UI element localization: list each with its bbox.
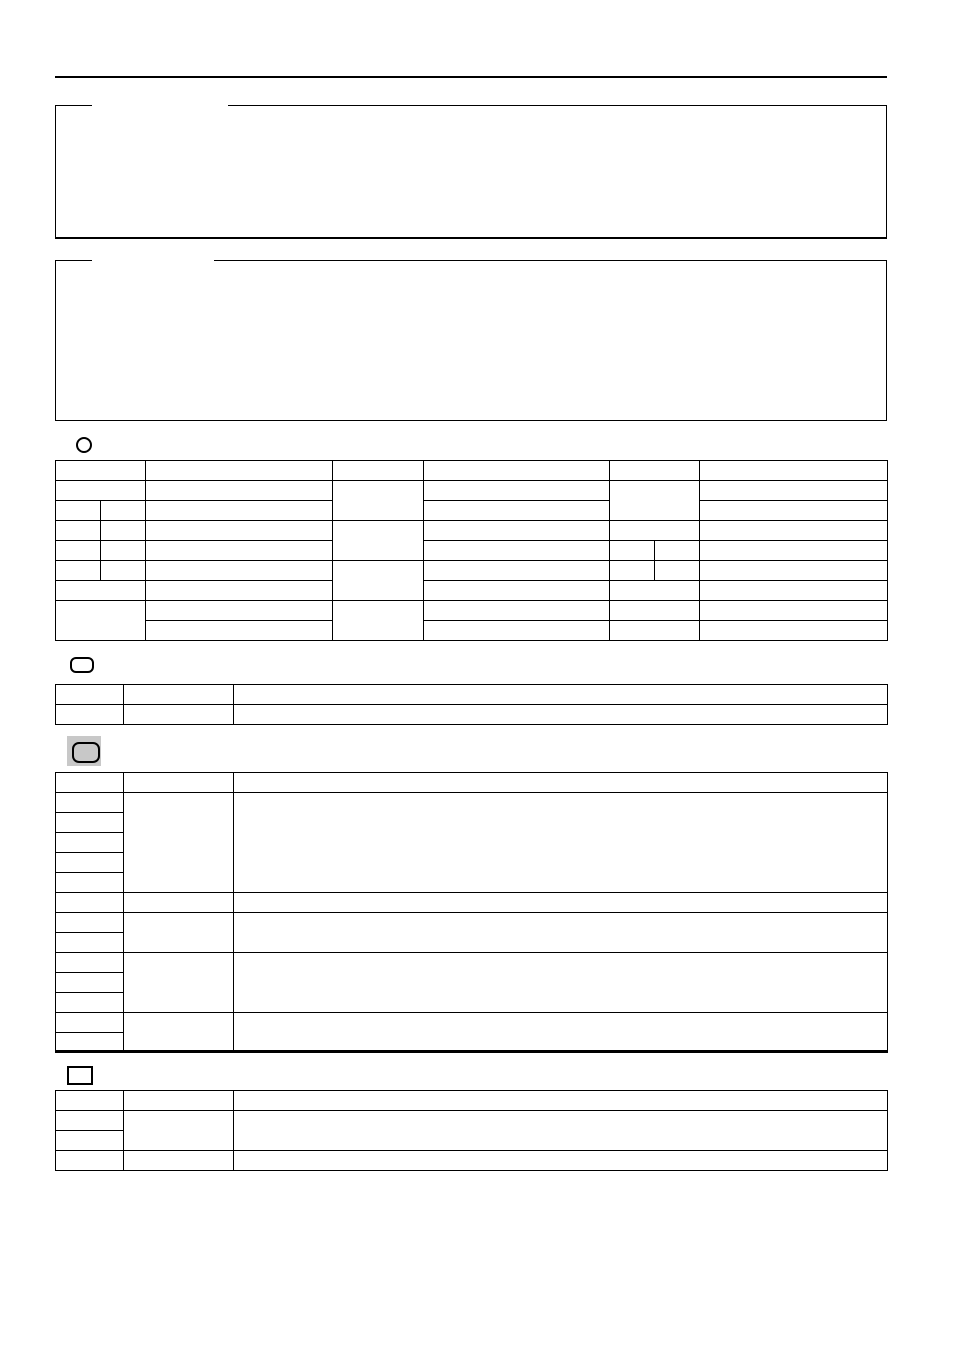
table-cell bbox=[700, 621, 888, 641]
table-cell bbox=[234, 773, 888, 793]
table-cell bbox=[56, 913, 124, 933]
table-cell bbox=[56, 461, 146, 481]
table-cell bbox=[124, 1013, 234, 1053]
table-cell bbox=[56, 953, 124, 973]
table-cell bbox=[610, 601, 700, 621]
table-row bbox=[56, 481, 888, 501]
table-4 bbox=[55, 1090, 888, 1171]
table-cell bbox=[234, 913, 888, 953]
table-cell bbox=[146, 561, 333, 581]
table-cell bbox=[146, 581, 333, 601]
table-cell bbox=[146, 521, 333, 541]
table-cell bbox=[56, 773, 124, 793]
table-cell bbox=[333, 601, 424, 641]
table-cell bbox=[101, 501, 146, 521]
table-cell bbox=[700, 481, 888, 501]
table-cell bbox=[56, 685, 124, 705]
table-cell bbox=[234, 1091, 888, 1111]
table-row bbox=[56, 913, 888, 933]
table-cell bbox=[610, 541, 655, 561]
table-cell bbox=[56, 793, 124, 813]
table-cell bbox=[146, 601, 333, 621]
rounded-rect-inner bbox=[72, 742, 100, 763]
table-cell bbox=[234, 1111, 888, 1151]
table-cell bbox=[610, 581, 700, 601]
table-cell bbox=[424, 601, 610, 621]
table-cell bbox=[56, 521, 101, 541]
table-cell bbox=[424, 621, 610, 641]
table-cell bbox=[56, 705, 124, 725]
table-cell bbox=[234, 953, 888, 1013]
table-cell bbox=[333, 461, 424, 481]
table-cell bbox=[234, 893, 888, 913]
table-row bbox=[56, 1013, 888, 1033]
table-cell bbox=[146, 481, 333, 501]
table-cell bbox=[124, 1091, 234, 1111]
table-cell bbox=[56, 1131, 124, 1151]
table-cell bbox=[56, 1091, 124, 1111]
table-row bbox=[56, 1091, 888, 1111]
table-cell bbox=[56, 1013, 124, 1033]
table-cell bbox=[124, 953, 234, 1013]
table-cell bbox=[700, 561, 888, 581]
table-cell bbox=[610, 521, 700, 541]
table-cell bbox=[424, 521, 610, 541]
panel-2-legend bbox=[92, 259, 214, 262]
table-row bbox=[56, 561, 888, 581]
table-row bbox=[56, 601, 888, 621]
table-row bbox=[56, 1111, 888, 1131]
table-cell bbox=[124, 1151, 234, 1171]
table-cell bbox=[146, 461, 333, 481]
info-panel-1 bbox=[55, 105, 887, 239]
table-row bbox=[56, 521, 888, 541]
table-cell bbox=[424, 561, 610, 581]
table-cell bbox=[700, 501, 888, 521]
table-cell bbox=[655, 561, 700, 581]
table-cell bbox=[124, 773, 234, 793]
table-cell bbox=[146, 621, 333, 641]
table-cell bbox=[56, 933, 124, 953]
table-cell bbox=[424, 541, 610, 561]
table-cell bbox=[700, 521, 888, 541]
table-cell bbox=[56, 541, 101, 561]
table-3 bbox=[55, 772, 888, 1053]
table-row bbox=[56, 541, 888, 561]
table-cell bbox=[56, 601, 146, 641]
table-cell bbox=[610, 561, 655, 581]
table-cell bbox=[56, 501, 101, 521]
table-3-bottom-rule bbox=[55, 1050, 887, 1052]
table-row bbox=[56, 621, 888, 641]
table-cell bbox=[610, 621, 700, 641]
table-row bbox=[56, 893, 888, 913]
table-cell bbox=[333, 521, 424, 561]
table-row bbox=[56, 953, 888, 973]
table-cell bbox=[610, 461, 700, 481]
table-row bbox=[56, 1151, 888, 1171]
table-cell bbox=[56, 973, 124, 993]
table-cell bbox=[146, 541, 333, 561]
table-cell bbox=[124, 685, 234, 705]
table-cell bbox=[424, 501, 610, 521]
table-row bbox=[56, 685, 888, 705]
table-cell bbox=[56, 561, 101, 581]
table-row bbox=[56, 793, 888, 813]
table-cell bbox=[56, 873, 124, 893]
table-cell bbox=[56, 833, 124, 853]
table-cell bbox=[700, 541, 888, 561]
rounded-rect-symbol bbox=[70, 657, 94, 673]
rect-symbol bbox=[67, 1066, 93, 1085]
table-cell bbox=[124, 1111, 234, 1151]
table-cell bbox=[700, 581, 888, 601]
table-cell bbox=[700, 601, 888, 621]
table-cell bbox=[424, 481, 610, 501]
table-cell bbox=[56, 481, 146, 501]
table-cell bbox=[700, 461, 888, 481]
table-cell bbox=[101, 561, 146, 581]
table-cell bbox=[610, 481, 700, 521]
table-cell bbox=[234, 1013, 888, 1053]
table-cell bbox=[56, 893, 124, 913]
table-cell bbox=[56, 1151, 124, 1171]
table-cell bbox=[655, 541, 700, 561]
circle-symbol bbox=[76, 437, 92, 453]
table-2 bbox=[55, 684, 888, 725]
table-cell bbox=[56, 993, 124, 1013]
table-row bbox=[56, 773, 888, 793]
table-cell bbox=[56, 813, 124, 833]
table-cell bbox=[56, 1111, 124, 1131]
table-cell bbox=[424, 461, 610, 481]
table-cell bbox=[101, 541, 146, 561]
table-cell bbox=[234, 685, 888, 705]
table-cell bbox=[124, 893, 234, 913]
info-panel-2 bbox=[55, 260, 887, 421]
table-row bbox=[56, 705, 888, 725]
table-cell bbox=[124, 913, 234, 953]
table-cell bbox=[234, 793, 888, 893]
table-cell bbox=[333, 561, 424, 601]
shaded-rounded-rect-symbol bbox=[67, 736, 101, 766]
table-row bbox=[56, 581, 888, 601]
table-cell bbox=[56, 853, 124, 873]
table-cell bbox=[101, 521, 146, 541]
header-rule bbox=[55, 76, 887, 78]
table-cell bbox=[124, 793, 234, 893]
table-1 bbox=[55, 460, 888, 641]
table-cell bbox=[333, 481, 424, 521]
table-cell bbox=[56, 581, 146, 601]
table-row bbox=[56, 461, 888, 481]
table-cell bbox=[424, 581, 610, 601]
table-row bbox=[56, 501, 888, 521]
table-cell bbox=[234, 1151, 888, 1171]
panel-1-legend bbox=[92, 104, 228, 107]
table-cell bbox=[124, 705, 234, 725]
table-cell bbox=[234, 705, 888, 725]
table-cell bbox=[146, 501, 333, 521]
